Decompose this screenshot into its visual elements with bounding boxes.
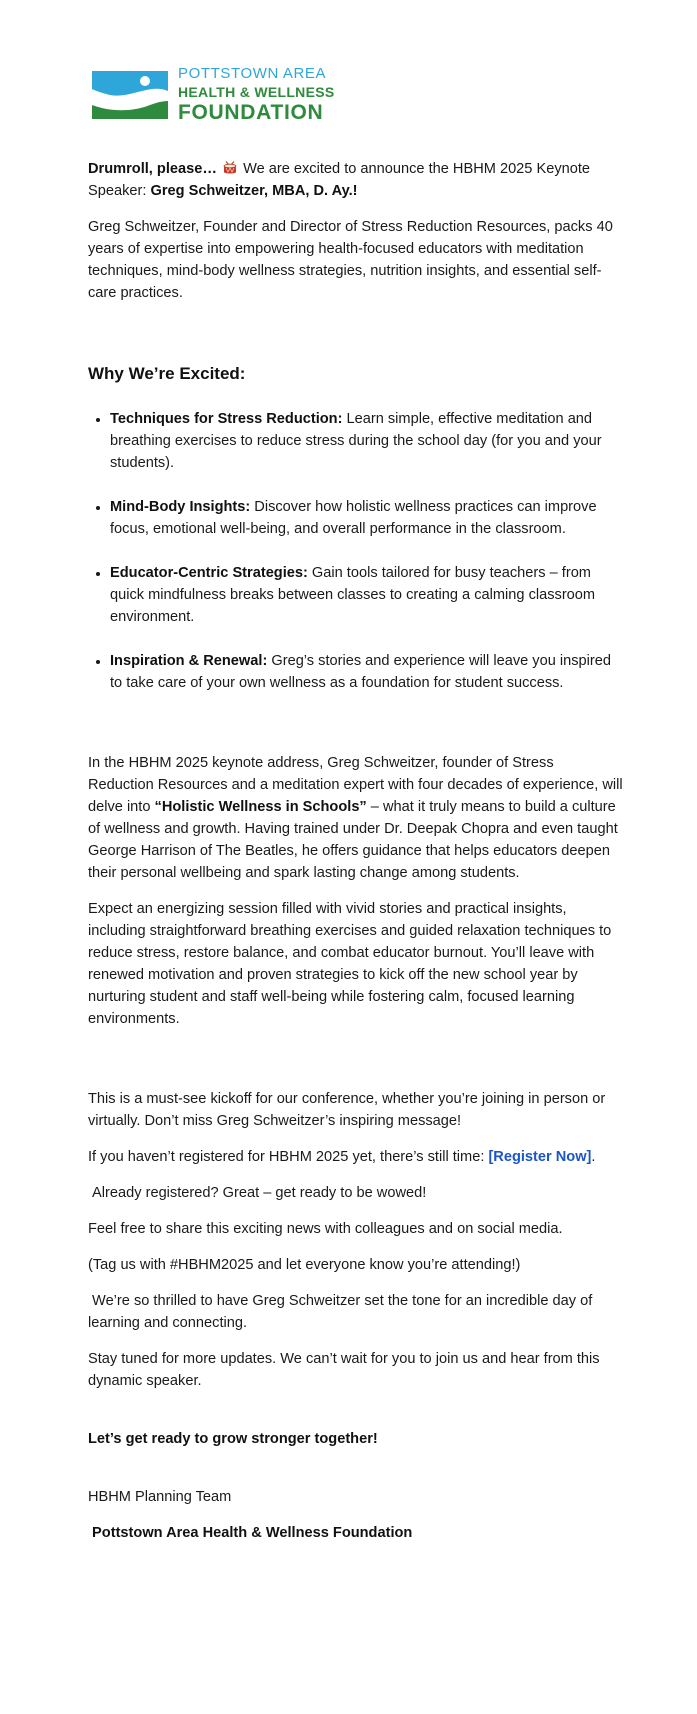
logo-text-line1: POTTSTOWN AREA	[178, 65, 327, 82]
foundation-logo[interactable]	[90, 66, 335, 123]
list-item	[110, 650, 623, 694]
list-item	[110, 496, 623, 540]
thrilled-paragraph: We’re so thrilled to have Greg Schweitzer set the tone for an incredible day of learning and connecting.	[88, 1293, 593, 1331]
signature-org-paragraph	[88, 1522, 623, 1544]
email-body	[88, 158, 623, 1544]
share-paragraph: Feel free to share this exciting news with colleagues and on social media.	[88, 1221, 563, 1237]
signature-org: Pottstown Area Health & Wellness Foundation	[88, 1525, 413, 1541]
drumroll-text: Drumroll, please…	[88, 161, 217, 177]
logo-text-line3: FOUNDATION	[178, 101, 324, 124]
list-item-title: Inspiration & Renewal:	[110, 653, 268, 669]
keynote-text-before: In the HBHM 2025 keynote address, Greg Schweitzer, founder of Stress Reduction Resources and a meditation expert with four decades of experience, will delve into	[88, 755, 623, 815]
list-item-text: Gain tools tailored for busy teachers – from quick mindfulness breaks between classes to creating a calming classroom environment.	[110, 565, 596, 625]
bio-paragraph: Greg Schweitzer, Founder and Director of Stress Reduction Resources, packs 40 years of expertise into empowering health-focused educators with meditation techniques, mind-body wellness strategies, nutrition insights, and essential self-care practices.	[88, 219, 613, 301]
why-list	[88, 408, 623, 694]
keynote-text-after: – what it truly means to build a culture of wellness and growth. Having trained under Dr. Deepak Chopra and even taught George Harrison of The Beatles, he offers guidance that helps educators deepen their personal wellbeing and spark lasting change among students.	[88, 799, 618, 881]
expect-paragraph: Expect an energizing session filled with vivid stories and practical insights, including straightforward breathing exercises and guided relaxation techniques to reduce stress, restore balance, and combat educator burnout. You’ll leave with renewed motivation and proven strategies to kick off the new school year by nurturing student and staff well-being while fostering calm, focused learning environments.	[88, 901, 612, 1027]
register-text: If you haven’t registered for HBHM 2025 yet, there’s still time:	[88, 1149, 489, 1165]
list-item-title: Mind-Body Insights:	[110, 499, 251, 515]
cta-paragraph	[88, 1428, 623, 1450]
keynote-paragraph	[88, 752, 623, 884]
intro-text: We are excited to announce the HBHM 2025 Keynote Speaker:	[88, 161, 591, 199]
register-now-link[interactable]: [Register Now]	[488, 1149, 592, 1165]
intro-paragraph	[88, 158, 623, 202]
drum-icon	[223, 161, 237, 175]
why-heading: Why We’re Excited:	[88, 364, 246, 383]
cta-text: Let’s get ready to grow stronger together!	[88, 1431, 378, 1447]
list-item-title: Educator-Centric Strategies:	[110, 565, 308, 581]
list-item-text: Discover how holistic wellness practices can improve focus, emotional well-being, and overall performance in the classroom.	[110, 499, 597, 537]
already-registered-paragraph: Already registered? Great – get ready to be wowed!	[88, 1185, 427, 1201]
logo-text-line2: HEALTH & WELLNESS	[178, 84, 335, 100]
keynote-title: “Holistic Wellness in Schools”	[154, 799, 367, 815]
tag-paragraph: (Tag us with #HBHM2025 and let everyone know you’re attending!)	[88, 1257, 521, 1273]
register-period: .	[591, 1149, 596, 1165]
list-item-text: Greg’s stories and experience will leave you inspired to take care of your own wellness as a foundation for student success.	[110, 653, 611, 691]
foundation-logo-mark-icon	[90, 69, 170, 121]
signature-team: HBHM Planning Team	[88, 1489, 232, 1505]
register-paragraph	[88, 1146, 623, 1168]
list-item	[110, 408, 623, 474]
list-item-text: Learn simple, effective meditation and breathing exercises to reduce stress during the school day (for you and your students).	[110, 411, 602, 471]
kickoff-paragraph: This is a must-see kickoff for our conference, whether you’re joining in person or virtually. Don’t miss Greg Schweitzer’s inspiring message!	[88, 1091, 606, 1129]
stay-tuned-paragraph: Stay tuned for more updates. We can’t wait for you to join us and hear from this dynamic speaker.	[88, 1351, 600, 1389]
speaker-name: Greg Schweitzer, MBA, D. Ay.!	[150, 183, 358, 199]
list-item	[110, 562, 623, 628]
list-item-title: Techniques for Stress Reduction:	[110, 411, 343, 427]
